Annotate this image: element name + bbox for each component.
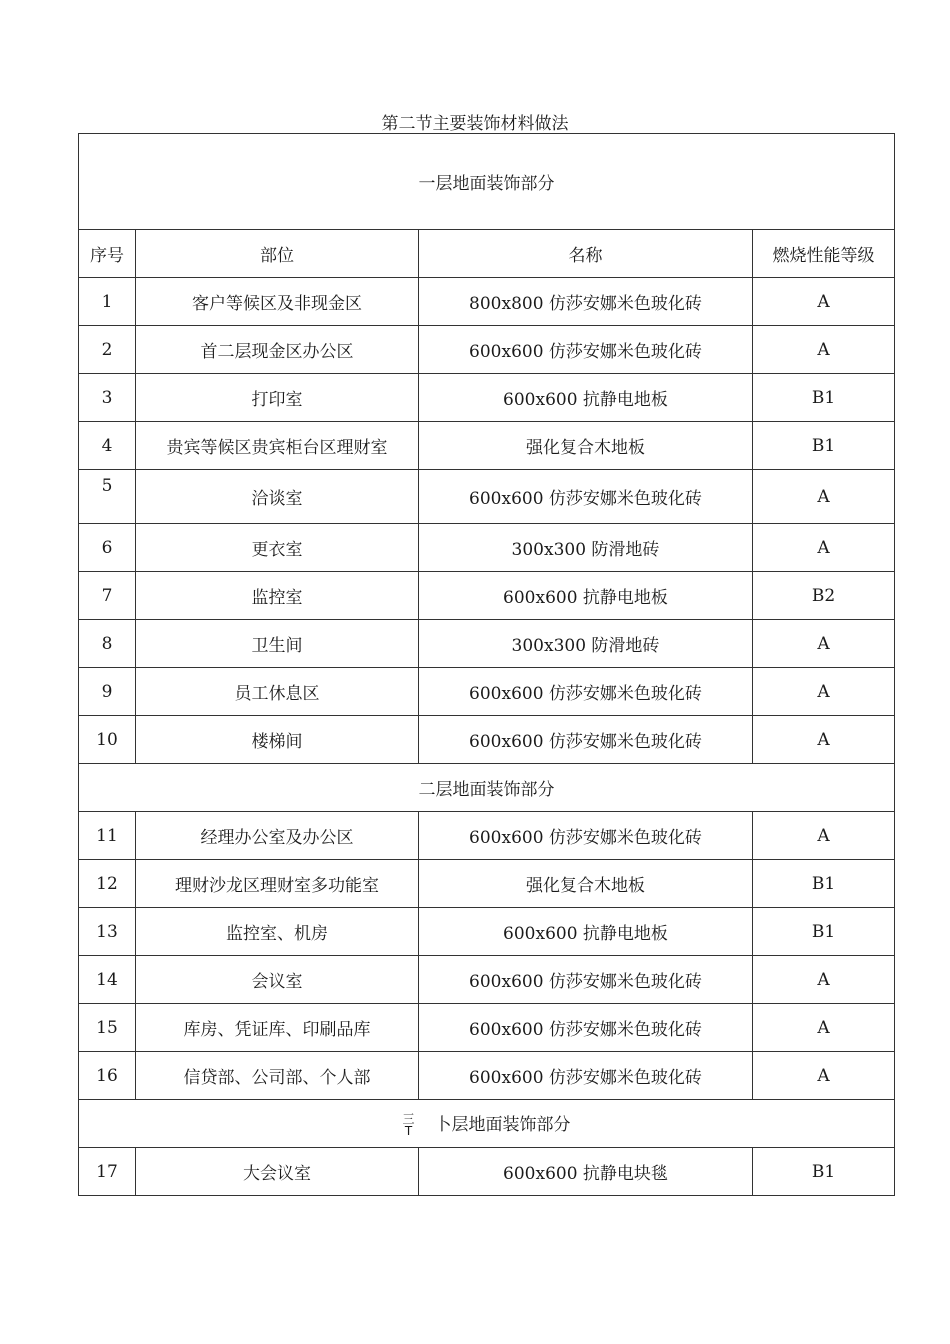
row-grade: A	[753, 716, 895, 764]
row-material: 强化复合木地板	[419, 860, 753, 908]
row-location: 监控室、机房	[136, 908, 419, 956]
row-no: 9	[79, 668, 136, 716]
row-grade: A	[753, 326, 895, 374]
section-title	[79, 1100, 895, 1148]
row-no: 3	[79, 374, 136, 422]
row-location: 信贷部、公司部、个人部	[136, 1052, 419, 1100]
row-no: 17	[79, 1148, 136, 1196]
table-row	[79, 524, 895, 572]
row-material: 600x600 抗静电地板	[419, 908, 753, 956]
row-material: 300x300 防滑地砖	[419, 524, 753, 572]
row-grade: B1	[753, 1148, 895, 1196]
row-material: 强化复合木地板	[419, 422, 753, 470]
section-mark-top: 三	[402, 1112, 415, 1127]
table-row	[79, 668, 895, 716]
row-grade: A	[753, 278, 895, 326]
row-grade: A	[753, 1004, 895, 1052]
table-row	[79, 812, 895, 860]
row-location: 监控室	[136, 572, 419, 620]
row-grade: A	[753, 956, 895, 1004]
row-grade: A	[753, 524, 895, 572]
section-row-third-floor	[79, 1100, 895, 1148]
row-material: 800x800 仿莎安娜米色玻化砖	[419, 278, 753, 326]
page-title: 第二节主要装饰材料做法	[381, 114, 569, 134]
header-location: 部位	[136, 230, 419, 278]
row-material: 600x600 仿莎安娜米色玻化砖	[419, 1004, 753, 1052]
header-no: 序号	[79, 230, 136, 278]
row-grade: A	[753, 668, 895, 716]
table-row	[79, 278, 895, 326]
table-row	[79, 470, 895, 524]
row-grade: B1	[753, 374, 895, 422]
row-no: 14	[79, 956, 136, 1004]
header-row	[79, 230, 895, 278]
row-no: 8	[79, 620, 136, 668]
row-no: 1	[79, 278, 136, 326]
table-row	[79, 374, 895, 422]
header-fire-rating: 燃烧性能等级	[753, 230, 895, 278]
row-material: 600x600 抗静电块毯	[419, 1148, 753, 1196]
row-location: 员工休息区	[136, 668, 419, 716]
table-row	[79, 860, 895, 908]
row-grade: A	[753, 470, 895, 524]
row-no: 11	[79, 812, 136, 860]
row-location: 贵宾等候区贵宾柜台区理财室	[136, 422, 419, 470]
row-location: 首二层现金区办公区	[136, 326, 419, 374]
row-no: 12	[79, 860, 136, 908]
table-row	[79, 956, 895, 1004]
row-no: 15	[79, 1004, 136, 1052]
row-no: 13	[79, 908, 136, 956]
row-location: 楼梯间	[136, 716, 419, 764]
section-title-text: 卜层地面装饰部分	[434, 1114, 571, 1135]
table-row	[79, 716, 895, 764]
row-material: 600x600 抗静电地板	[419, 374, 753, 422]
section-row-second-floor	[79, 764, 895, 812]
row-grade: A	[753, 1052, 895, 1100]
row-material: 600x600 仿莎安娜米色玻化砖	[419, 716, 753, 764]
row-material: 600x600 仿莎安娜米色玻化砖	[419, 956, 753, 1004]
row-material: 600x600 仿莎安娜米色玻化砖	[419, 668, 753, 716]
row-material: 600x600 仿莎安娜米色玻化砖	[419, 1052, 753, 1100]
row-no: 6	[79, 524, 136, 572]
row-grade: A	[753, 620, 895, 668]
section-row-first-floor	[79, 134, 895, 230]
row-grade: B2	[753, 572, 895, 620]
section-title: 一层地面装饰部分	[79, 134, 895, 230]
row-no: 5	[79, 470, 136, 524]
row-no: 10	[79, 716, 136, 764]
section-mark-bottom: T	[404, 1124, 413, 1139]
row-location: 会议室	[136, 956, 419, 1004]
section-mark	[402, 1113, 414, 1137]
table-row	[79, 1004, 895, 1052]
row-grade: B1	[753, 908, 895, 956]
row-location: 理财沙龙区理财室多功能室	[136, 860, 419, 908]
section-title: 二层地面装饰部分	[79, 764, 895, 812]
row-location: 打印室	[136, 374, 419, 422]
row-location: 更衣室	[136, 524, 419, 572]
row-location: 大会议室	[136, 1148, 419, 1196]
row-no: 2	[79, 326, 136, 374]
table-row	[79, 326, 895, 374]
table-row	[79, 1148, 895, 1196]
row-no: 16	[79, 1052, 136, 1100]
row-grade: B1	[753, 860, 895, 908]
table-row	[79, 620, 895, 668]
row-material: 300x300 防滑地砖	[419, 620, 753, 668]
row-location: 卫生间	[136, 620, 419, 668]
row-no: 4	[79, 422, 136, 470]
table-row	[79, 908, 895, 956]
row-material: 600x600 仿莎安娜米色玻化砖	[419, 470, 753, 524]
materials-table	[78, 133, 895, 1196]
row-material: 600x600 抗静电地板	[419, 572, 753, 620]
header-name: 名称	[419, 230, 753, 278]
row-grade: A	[753, 812, 895, 860]
row-material: 600x600 仿莎安娜米色玻化砖	[419, 812, 753, 860]
table-row	[79, 422, 895, 470]
row-location: 客户等候区及非现金区	[136, 278, 419, 326]
table-row	[79, 572, 895, 620]
row-location: 洽谈室	[136, 470, 419, 524]
row-material: 600x600 仿莎安娜米色玻化砖	[419, 326, 753, 374]
table-row	[79, 1052, 895, 1100]
row-location: 经理办公室及办公区	[136, 812, 419, 860]
row-grade: B1	[753, 422, 895, 470]
row-no: 7	[79, 572, 136, 620]
row-location: 库房、凭证库、印刷品库	[136, 1004, 419, 1052]
